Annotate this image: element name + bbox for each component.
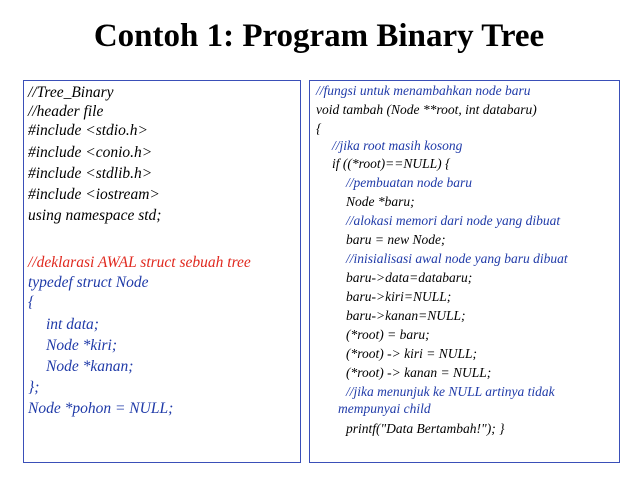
code-line: baru->data=databaru; [346,270,473,285]
code-line: { [28,294,35,311]
code-line-highlight: //deklarasi AWAL struct sebuah tree [28,254,251,271]
code-line: #include <iostream> [28,186,160,203]
code-line: }; [28,379,40,396]
code-line: Node *kiri; [46,337,118,354]
code-comment: //jika root masih kosong [332,138,463,153]
code-comment: mempunyai child [338,401,431,416]
code-comment: //fungsi untuk menambahkan node baru [316,83,531,98]
code-line: //header file [28,103,104,120]
code-comment: //inisialisasi awal node yang baru dibuat [346,251,568,266]
code-line: (*root) -> kiri = NULL; [346,346,477,361]
code-line: void tambah (Node **root, int databaru) [316,102,537,117]
code-panel-left [23,80,301,463]
code-line: int data; [46,316,99,333]
code-line: Node *pohon = NULL; [28,400,174,417]
code-comment: //jika menunjuk ke NULL artinya tidak [346,384,555,399]
code-line: printf("Data Bertambah!"); } [346,421,505,436]
code-panel-right [309,80,620,463]
code-line: baru = new Node; [346,232,446,247]
code-line: typedef struct Node [28,274,149,291]
code-line: baru->kiri=NULL; [346,289,452,304]
code-line: using namespace std; [28,207,162,224]
code-line: #include <stdlib.h> [28,165,153,182]
code-line: #include <stdio.h> [28,122,148,139]
code-line: baru->kanan=NULL; [346,308,466,323]
code-line: Node *baru; [346,194,415,209]
code-line: Node *kanan; [46,358,134,375]
code-comment: //alokasi memori dari node yang dibuat [346,213,561,228]
code-comment: //pembuatan node baru [346,175,472,190]
code-line: #include <conio.h> [28,144,153,161]
code-line: (*root) -> kanan = NULL; [346,365,492,380]
code-line: { [316,121,322,136]
code-line: (*root) = baru; [346,327,430,342]
code-line: //Tree_Binary [28,84,114,101]
code-line: if ((*root)==NULL) { [332,156,451,171]
slide-title: Contoh 1: Program Binary Tree [93,18,545,54]
